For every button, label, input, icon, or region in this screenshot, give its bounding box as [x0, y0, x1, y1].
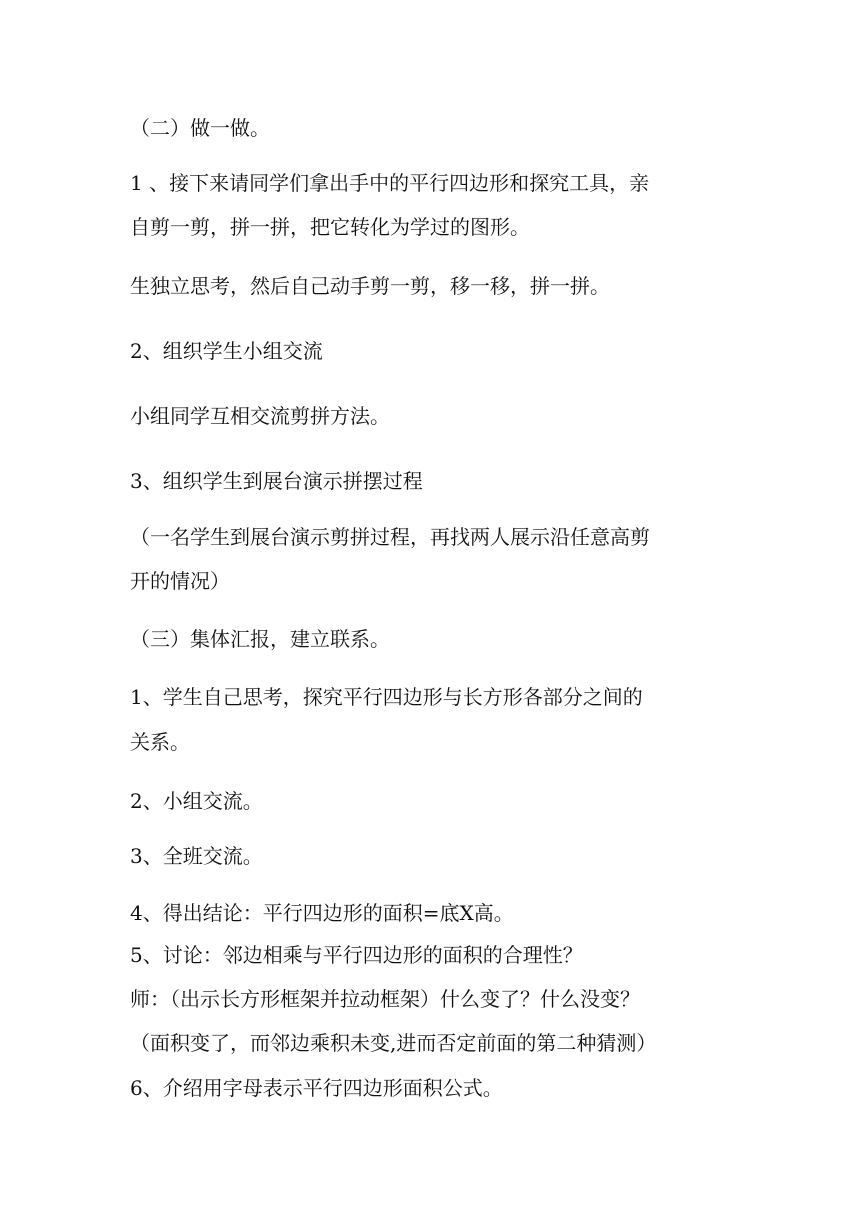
paragraph-line: 6、介绍用字母表示平行四边形面积公式。 [130, 1076, 503, 1100]
section-heading-do-it: （二）做一做。 [130, 116, 270, 140]
paragraph-line: 1 、接下来请同学们拿出手中的平行四边形和探究工具，亲 [130, 171, 650, 195]
paragraph-line: （面积变了，而邻边乘积未变,进而否定前面的第二种猜测） [130, 1031, 657, 1055]
section-heading-report: （三）集体汇报，建立联系。 [130, 627, 390, 651]
paragraph-line: （一名学生到展台演示剪拼过程，再找两人展示沿任意高剪 [130, 525, 650, 549]
paragraph-line: 自剪一剪，拼一拼，把它转化为学过的图形。 [130, 215, 530, 239]
paragraph-line: 4、得出结论：平行四边形的面积=底Ⅹ高。 [130, 901, 514, 925]
paragraph-line: 1、学生自己思考，探究平行四边形与长方形各部分之间的 [130, 685, 643, 709]
paragraph-line: 3、组织学生到展台演示拼摆过程 [130, 469, 423, 493]
paragraph-line: 2、组织学生小组交流 [130, 339, 323, 363]
paragraph-line: 关系。 [130, 730, 190, 754]
paragraph-line: 3、全班交流。 [130, 844, 263, 868]
paragraph-line: 2、小组交流。 [130, 789, 263, 813]
paragraph-line: 5、讨论：邻边相乘与平行四边形的面积的合理性？ [130, 943, 583, 967]
paragraph-line: 师：（出示长方形框架并拉动框架）什么变了？什么没变？ [130, 987, 640, 1011]
paragraph-line: 生独立思考，然后自己动手剪一剪，移一移，拼一拼。 [130, 274, 610, 298]
paragraph-line: 开的情况） [130, 569, 230, 593]
paragraph-line: 小组同学互相交流剪拼方法。 [130, 404, 390, 428]
